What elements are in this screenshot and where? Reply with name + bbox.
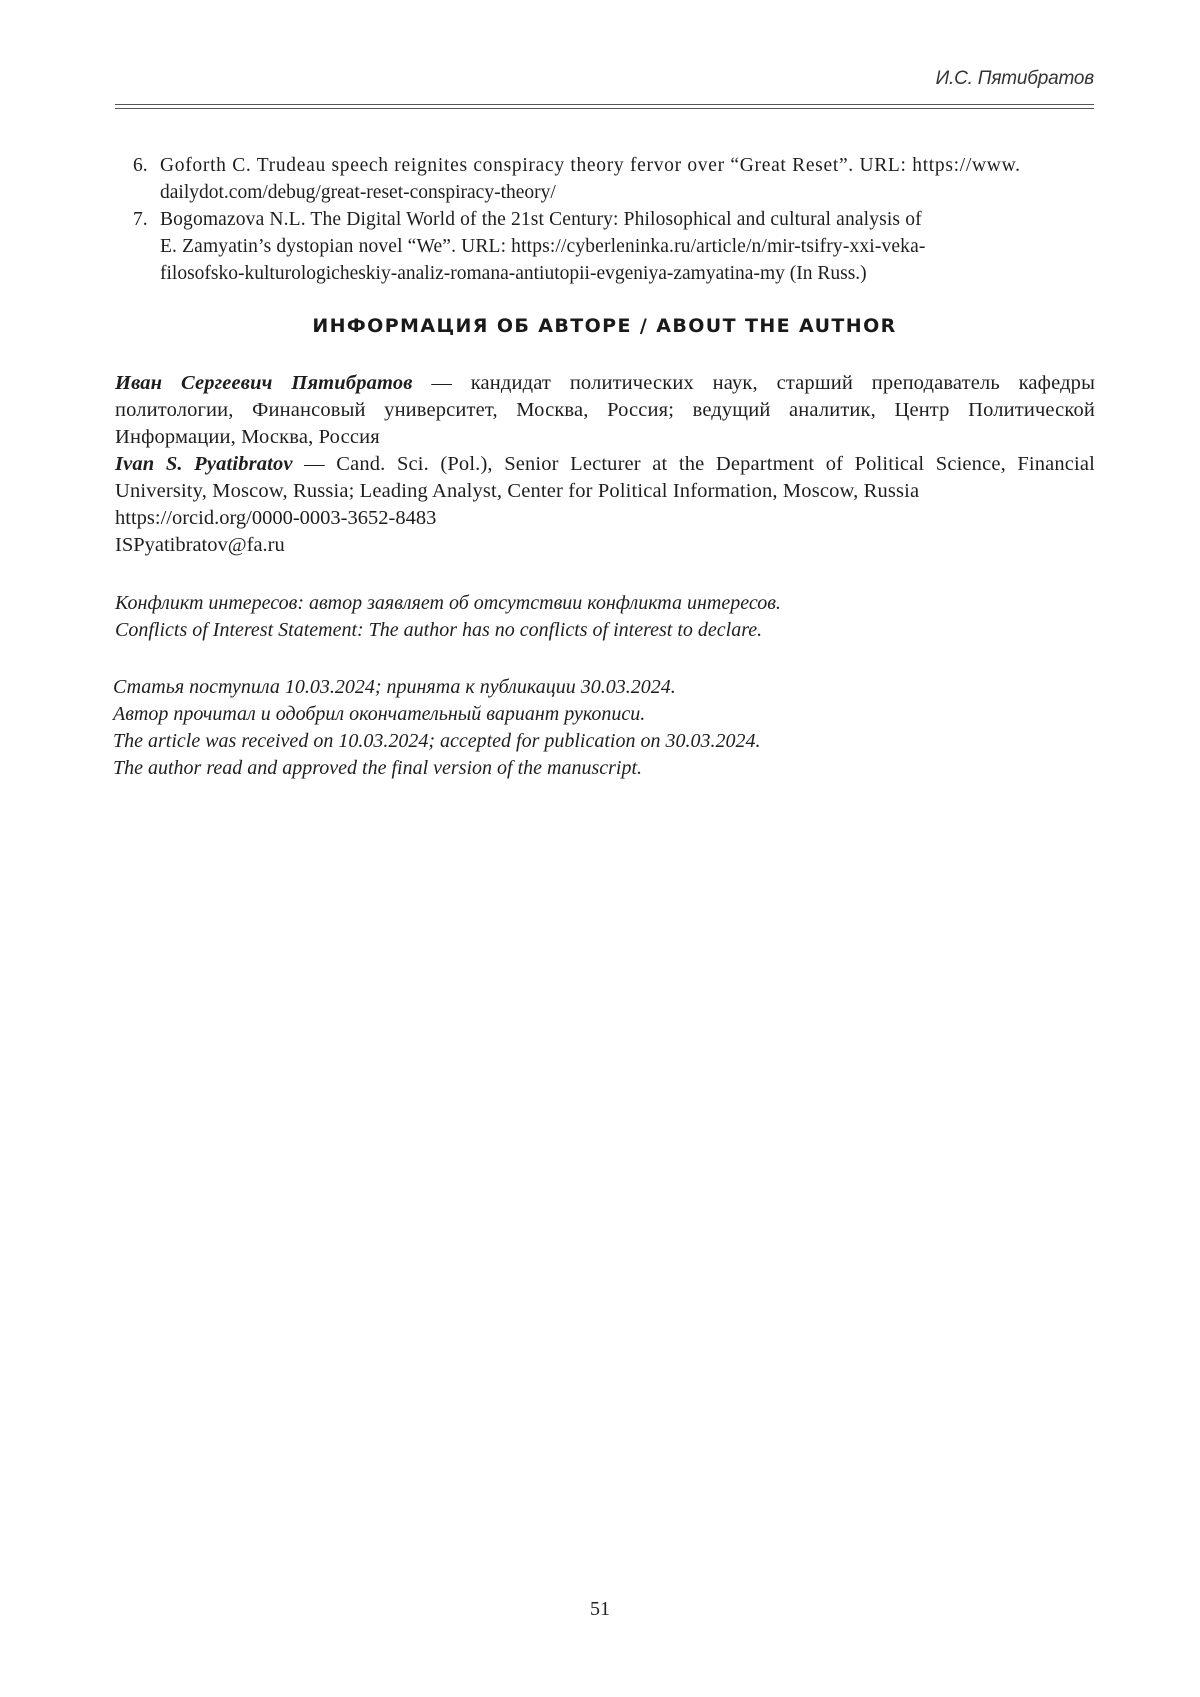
- reference-line: E. Zamyatin’s dystopian novel “We”. URL: https://cyberleninka.ru/article/n/mir-tsifry-xxi-veka-: [160, 236, 926, 257]
- conflict-statement-ru: Конфликт интересов: автор заявляет об отсутствии конфликта интересов.: [115, 592, 781, 614]
- approval-en: The author read and approved the final version of the manuscript.: [113, 757, 643, 779]
- reference-item: [133, 206, 1094, 287]
- reference-number: 6.: [133, 155, 148, 176]
- conflict-statement-en: Conflicts of Interest Statement: The author has no conflicts of interest to declare.: [115, 619, 763, 641]
- reference-number: 7.: [133, 209, 148, 230]
- author-name-en: Ivan S. Pyatibratov: [115, 453, 293, 475]
- reference-list: [133, 152, 1094, 287]
- author-section-title: ИНФОРМАЦИЯ ОБ АВТОРЕ / ABOUT THE AUTHOR: [312, 315, 897, 337]
- header-rule-bottom: [115, 108, 1094, 109]
- reference-line: Goforth C. Trudeau speech reignites conspiracy theory fervor over “Great Reset”. URL: https://www.: [160, 155, 1021, 176]
- author-info: [115, 370, 1095, 559]
- author-name-ru: Иван Сергеевич Пятибратов: [115, 372, 413, 394]
- reference-line: Bogomazova N.L. The Digital World of the 21st Century: Philosophical and cultural analysis of: [160, 209, 922, 230]
- page-number: 51: [590, 1598, 610, 1620]
- author-bio-en: [115, 451, 1095, 505]
- approval-ru: Автор прочитал и одобрил окончательный вариант рукописи.: [113, 703, 646, 725]
- reference-item: [133, 152, 1094, 206]
- conflict-of-interest: [115, 590, 1095, 644]
- reference-line: dailydot.com/debug/great-reset-conspiracy-theory/: [160, 182, 556, 203]
- author-email[interactable]: ISPyatibratov@fa.ru: [115, 534, 285, 556]
- reference-line: filosofsko-kulturologicheskiy-analiz-romana-antiutopii-evgeniya-zamyatina-my (In Russ.): [160, 263, 867, 284]
- orcid-link[interactable]: https://orcid.org/0000-0003-3652-8483: [115, 507, 437, 529]
- article-dates: [113, 674, 1093, 782]
- author-description-ru: — кандидат политических наук, старший преподаватель кафедры политологии, Финансовый университет, Москва, Россия; ведущий аналитик, Центр Политической Информации, Москва, Россия: [115, 372, 1095, 448]
- author-bio-ru: [115, 370, 1095, 451]
- received-accepted-ru: Статья поступила 10.03.2024; принята к публикации 30.03.2024.: [113, 676, 676, 698]
- received-accepted-en: The article was received on 10.03.2024; accepted for publication on 30.03.2024.: [113, 730, 761, 752]
- header-rule-top: [115, 104, 1094, 105]
- running-head-author: И.С. Пятибратов: [935, 68, 1094, 89]
- author-description-en: — Cand. Sci. (Pol.), Senior Lecturer at the Department of Political Science, Financial University, Moscow, Russia; Leading Analyst, Center for Political Information, Moscow, Russia: [115, 453, 1095, 502]
